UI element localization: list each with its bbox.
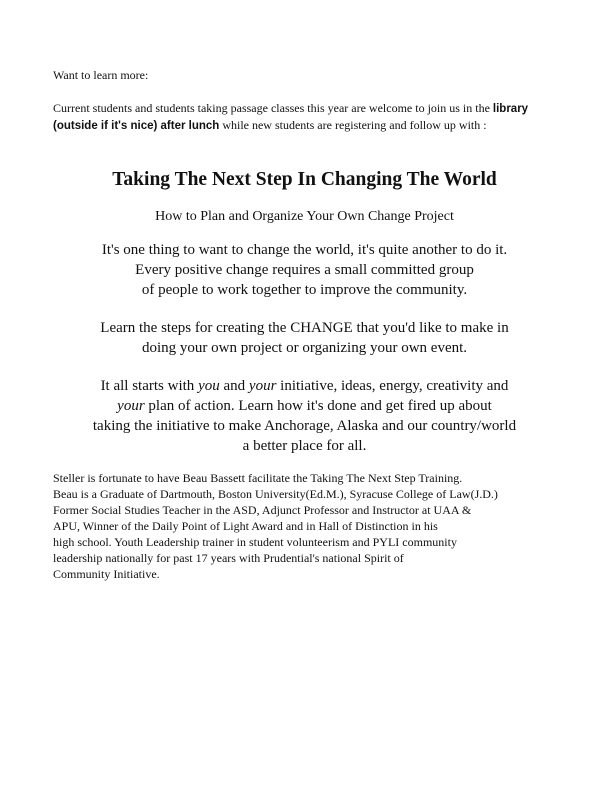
page-title: Taking The Next Step In Changing The World: [112, 169, 497, 190]
page-subtitle: How to Plan and Organize Your Own Change Project: [155, 209, 454, 224]
emphasis-you: you: [198, 378, 220, 394]
bio-line: Community Initiative.: [53, 567, 160, 581]
paragraph-line: taking the initiative to make Anchorage, Alaska and our country/world: [92, 418, 517, 434]
paragraph-line: Every positive change requires a small committed group: [135, 262, 474, 278]
bio-line: Former Social Studies Teacher in the ASD, Adjunct Professor and Instructor at UAA &: [53, 503, 472, 517]
invitation-paragraph: [53, 100, 553, 134]
paragraph-change-world: [0, 240, 609, 300]
invitation-location-bold: library (outside if it's nice) after lunch: [53, 103, 529, 132]
text-segment: initiative, ideas, energy, creativity and: [276, 378, 509, 394]
paragraph-line: Learn the steps for creating the CHANGE that you'd like to make in: [100, 320, 509, 336]
bio-line: high school. Youth Leadership trainer in student volunteerism and PYLI community: [53, 535, 457, 549]
paragraph-it-all-starts: [0, 376, 609, 456]
invitation-text-start: Current students and students taking passage classes this year are welcome to join us in the: [53, 101, 493, 115]
want-to-learn-text: Want to learn more:: [53, 68, 149, 82]
paragraph-line: [0, 396, 609, 416]
text-segment: It all starts with: [100, 378, 199, 394]
text-segment: plan of action. Learn how it's done and get fired up about: [144, 398, 492, 414]
paragraph-line: It's one thing to want to change the world, it's quite another to do it.: [101, 242, 508, 258]
emphasis-your: your: [248, 378, 277, 394]
paragraph-line: of people to work together to improve the community.: [141, 282, 468, 298]
bio-line: leadership nationally for past 17 years with Prudential's national Spirit of: [53, 551, 404, 565]
facilitator-bio: [53, 470, 573, 582]
paragraph-learn-steps: [0, 318, 609, 358]
paragraph-line: doing your own project or organizing your own event.: [141, 340, 468, 356]
emphasis-your: your: [117, 398, 145, 414]
bio-line: Beau is a Graduate of Dartmouth, Boston University(Ed.M.), Syracuse College of Law(J.D.): [53, 487, 498, 501]
invitation-text-end: while new students are registering and follow up with :: [219, 118, 487, 132]
paragraph-line: a better place for all.: [242, 438, 367, 454]
paragraph-line: [0, 376, 609, 396]
bio-line: Steller is fortunate to have Beau Bassett facilitate the Taking The Next Step Training.: [53, 471, 463, 485]
bio-line: APU, Winner of the Daily Point of Light Award and in Hall of Distinction in his: [53, 519, 438, 533]
text-segment: and: [219, 378, 249, 394]
